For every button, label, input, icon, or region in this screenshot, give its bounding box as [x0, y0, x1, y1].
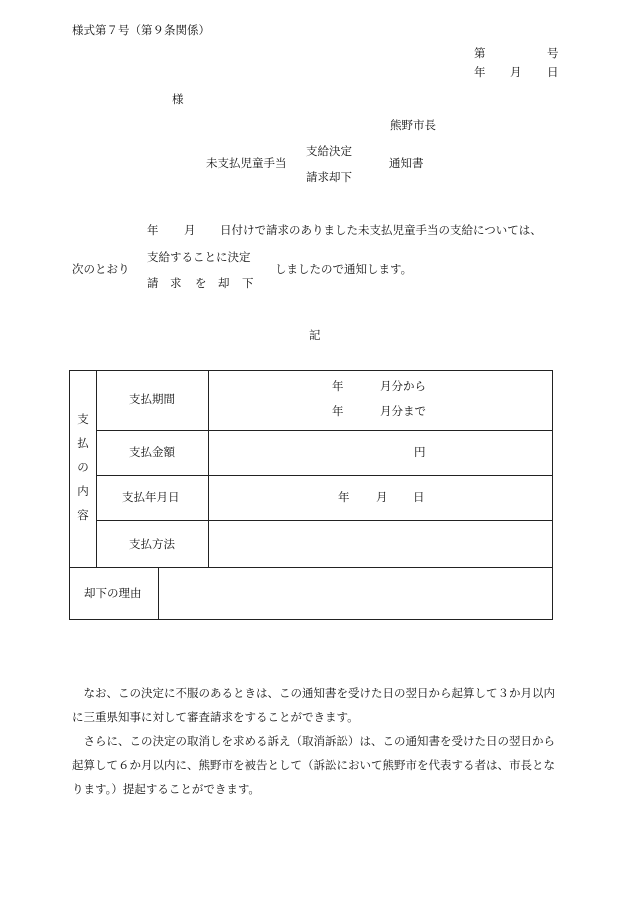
payment-date-label: 支払年月日 — [122, 490, 180, 504]
body-lead: 次のとおり — [72, 262, 130, 276]
payment-date-year: 年 — [338, 490, 350, 504]
group-label-char: 支 — [77, 412, 89, 426]
form-number: 様式第７号（第９条関係） — [72, 23, 210, 37]
amount-label: 支払金額 — [129, 445, 175, 459]
period-label: 支払期間 — [129, 392, 175, 406]
table-rule — [69, 567, 553, 568]
body-option-approve: 支給することに決定 — [147, 250, 251, 264]
appeal-notes — [72, 681, 564, 801]
payment-method-label: 支払方法 — [129, 537, 175, 551]
title-option-reject: 請求却下 — [306, 170, 352, 184]
group-label-char: の — [77, 460, 89, 474]
period-from-year: 年 — [332, 379, 344, 393]
group-label-char: 容 — [77, 508, 89, 522]
period-to: 月分まで — [380, 404, 426, 418]
body-option-reject-4: 却 — [218, 276, 230, 290]
body-option-reject-1: 請 — [147, 276, 159, 290]
note-review-request: なお、この決定に不服のあるときは、この通知書を受けた日の翌日から起算して３か月以内に三重県知事に対して審査請求をすることができます。 — [72, 686, 555, 724]
group-label-char: 払 — [77, 436, 89, 450]
body-year: 年 — [147, 223, 159, 237]
payment-date-month: 月 — [376, 490, 388, 504]
doc-number-suffix: 号 — [547, 46, 559, 60]
date-day: 日 — [547, 65, 559, 79]
body-request-text: 日付けで請求のありました未支払児童手当の支給については、 — [220, 223, 542, 237]
table-divider-group — [96, 370, 97, 567]
body-month: 月 — [184, 223, 196, 237]
table-divider-reject — [158, 567, 159, 620]
doc-number-prefix: 第 — [474, 46, 486, 60]
body-option-reject-3: を — [195, 276, 207, 290]
group-label-char: 内 — [77, 484, 89, 498]
body-option-reject-2: 求 — [170, 276, 182, 290]
table-rule — [96, 520, 553, 521]
note-lawsuit: さらに、この決定の取消しを求める訴え（取消訴訟）は、この通知書を受けた日の翌日から起算して６か月以内に、熊野市を被告として（訴訟において熊野市を代表する者は、市長となります。）提起することができます。 — [72, 734, 555, 796]
table-divider-label — [208, 370, 209, 567]
title-option-approve: 支給決定 — [306, 144, 352, 158]
ki-heading: 記 — [309, 328, 321, 342]
table-rule — [96, 475, 553, 476]
table-rule — [96, 430, 553, 431]
title-notice: 通知書 — [389, 156, 424, 170]
reject-reason-label: 却下の理由 — [84, 586, 142, 600]
date-month: 月 — [510, 65, 522, 79]
date-year: 年 — [474, 65, 486, 79]
title-subject: 未支払児童手当 — [206, 156, 287, 170]
addressee-honorific: 様 — [172, 92, 184, 106]
payment-date-day: 日 — [413, 490, 425, 504]
sender-name: 熊野市長 — [390, 118, 436, 132]
period-from: 月分から — [380, 379, 426, 393]
body-tail: しましたので通知します。 — [275, 262, 413, 276]
period-to-year: 年 — [332, 404, 344, 418]
body-option-reject-5: 下 — [242, 276, 254, 290]
amount-unit: 円 — [414, 445, 426, 459]
